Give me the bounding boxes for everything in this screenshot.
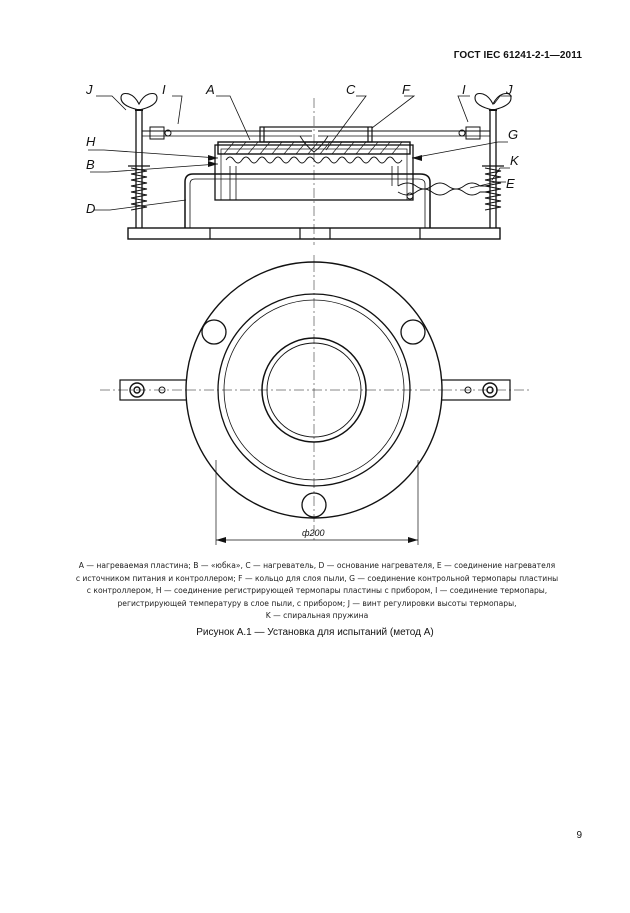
label-i-left: I [162, 82, 166, 97]
spring-k-right [485, 168, 501, 210]
legend-line-3: с контроллером, H — соединение регистрирующей термопары пластины с прибором, I — соединение термопары, [86, 586, 548, 596]
dimension-label: ф200 [302, 528, 325, 538]
heater-base-d [185, 174, 430, 228]
page-number: 9 [576, 830, 582, 841]
label-k: K [510, 153, 519, 168]
legend-line-4: регистрирующей температуру в слое пыли, с прибором; J — винт регулировки высоты термопары, [117, 598, 517, 608]
label-d: D [86, 201, 96, 216]
figure-legend [52, 560, 582, 623]
label-e: E [506, 176, 515, 191]
label-g: G [508, 127, 519, 142]
label-c: C [346, 82, 356, 97]
label-f: F [402, 82, 410, 97]
wing-nut-j-left [121, 94, 157, 111]
twisted-leads-e [398, 183, 490, 189]
label-j-right: J [506, 82, 513, 97]
label-a: A [206, 82, 215, 97]
label-j-left: J [86, 82, 93, 97]
legend-line-1: A — нагреваемая пластина; B — «юбка», C — нагреватель, D — основание нагревателя, E — соединение нагревателя [78, 561, 556, 570]
legend-line-2: с источником питания и контроллером; F — кольцо для слоя пыли, G — соединение контрольной термопары пластины [75, 573, 559, 583]
label-h: H [86, 134, 96, 149]
spring-k-left [131, 168, 147, 210]
document-header: ГОСТ IEC 61241-2-1—2011 [453, 50, 582, 61]
label-i-right: I [462, 82, 466, 97]
figure-caption: Рисунок А.1 — Установка для испытаний (метод А) [196, 627, 434, 638]
label-b: B [86, 157, 95, 172]
legend-line-5: K — спиральная пружина [265, 611, 369, 621]
dust-ring-f [260, 127, 372, 142]
